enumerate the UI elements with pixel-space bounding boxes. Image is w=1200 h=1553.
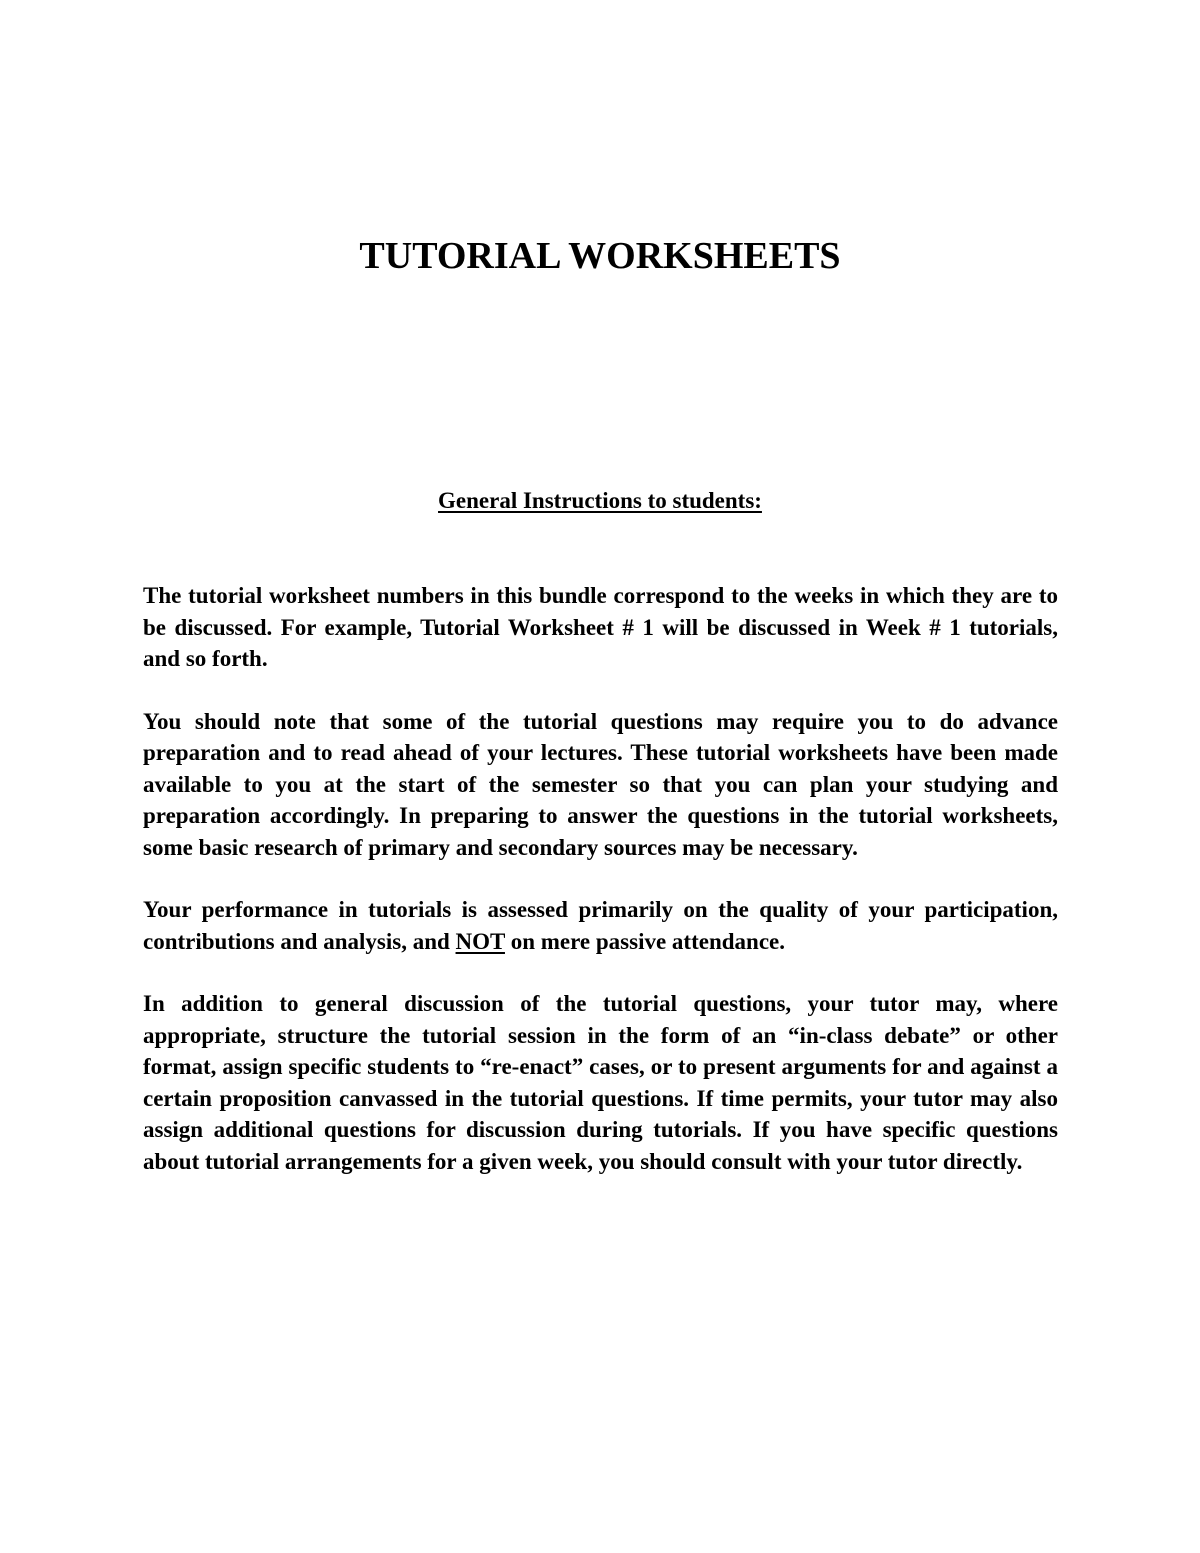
assessment-text-start: Your performance in tutorials is assessed primarily on the quality of your participation, contributions and analysis, and [143,897,1058,954]
assessment-text-end: on mere passive attendance. [504,928,785,954]
section-heading: General Instructions to students: [438,488,762,513]
instructions-body [143,580,1058,1208]
paragraph-assessment [143,894,1058,957]
paragraph-advance-preparation: You should note that some of the tutorial questions may require you to do advance preparation and to read ahead of your lectures. These tutorial worksheets have been made available to you at the start of the semester so that you can plan your studying and preparation accordingly. In preparing to answer the questions in the tutorial worksheets, some basic research of primary and secondary sources may be necessary. [143,708,1058,860]
page-title: TUTORIAL WORKSHEETS [359,235,841,277]
paragraph-tutorial-format: In addition to general discussion of the tutorial questions, your tutor may, where appropriate, structure the tutorial session in the form of an “in-class debate” or other format, assign specific students to “re-enact” cases, or to present arguments for and against a certain proposition canvassed in the tutorial questions. If time permits, your tutor may also assign additional questions for discussion during tutorials. If you have specific questions about tutorial arrangements for a given week, you should consult with your tutor directly. [143,991,1058,1174]
paragraph-worksheet-numbering: The tutorial worksheet numbers in this bundle correspond to the weeks in which they are to be discussed. For example, Tutorial Worksheet # 1 will be discussed in Week # 1 tutorials, and so forth. [143,583,1058,671]
not-emphasis: NOT [455,928,505,954]
